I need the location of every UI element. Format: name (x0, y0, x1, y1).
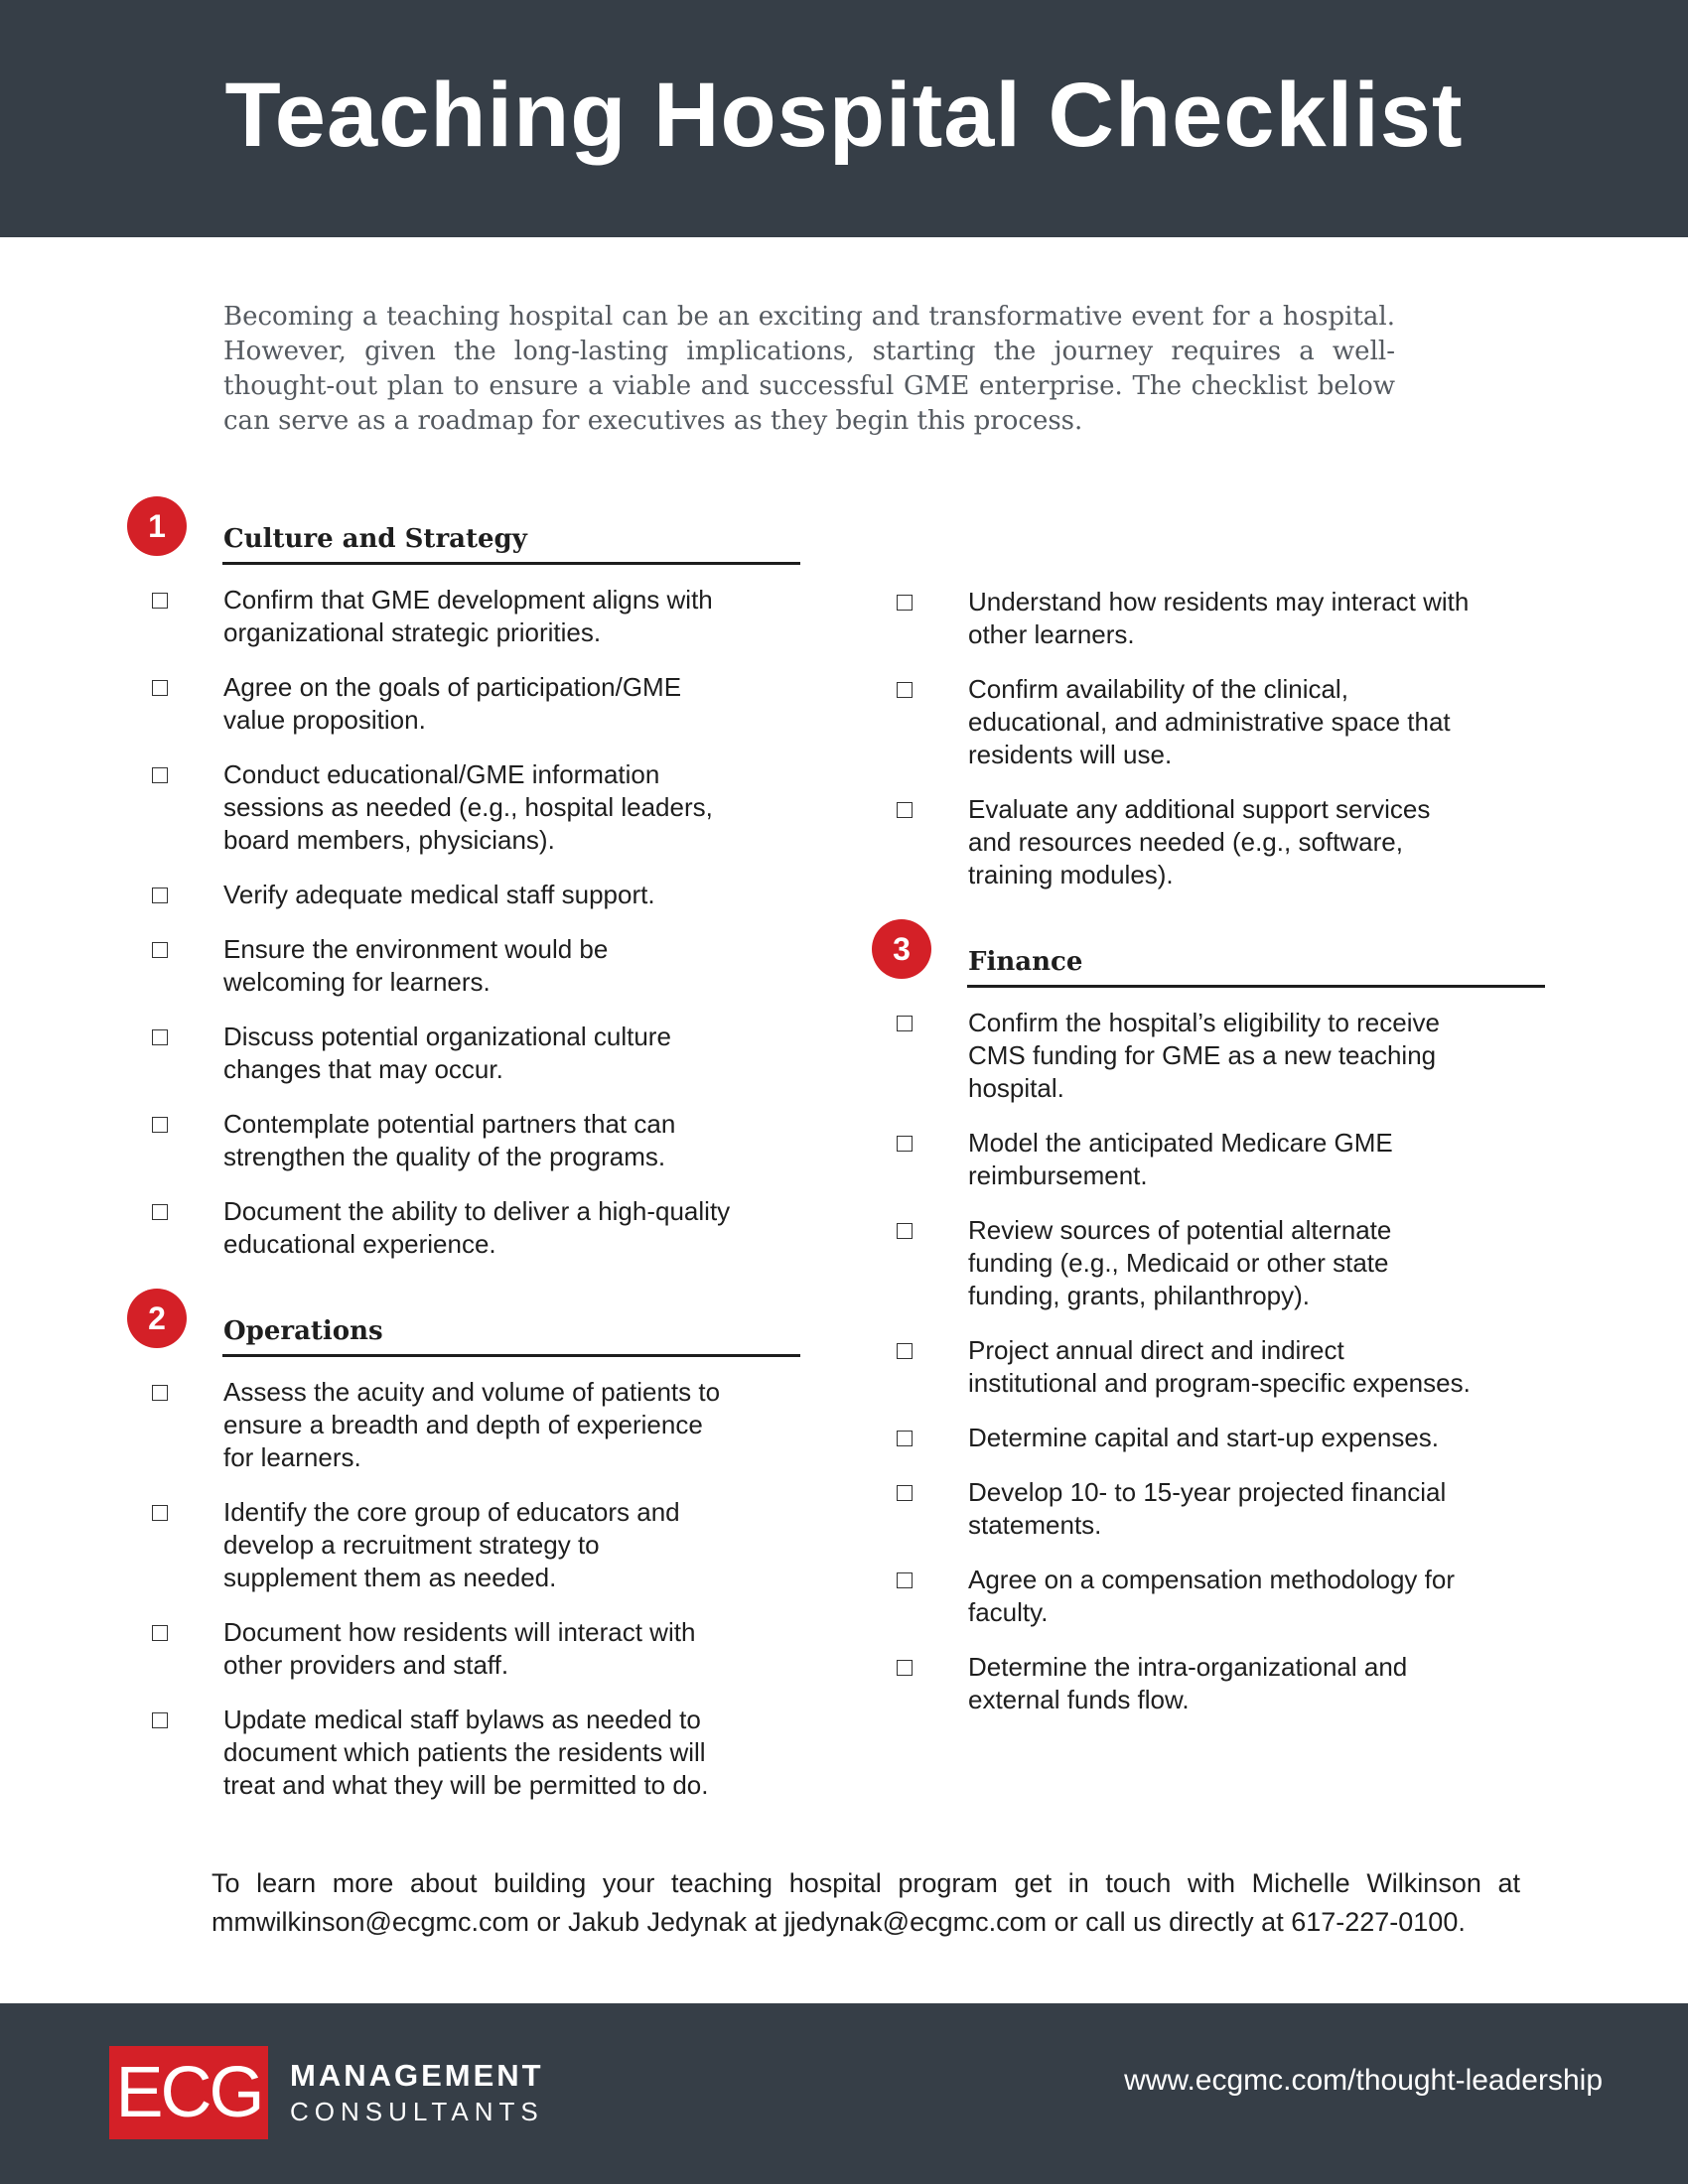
left-column (137, 496, 733, 1824)
checklist-item-text: Determine capital and start-up expenses. (968, 1423, 1440, 1452)
website-link[interactable]: www.ecgmc.com/thought-leadership (1124, 2064, 1603, 2097)
checklist-item (137, 933, 733, 999)
checkbox[interactable] (897, 1431, 913, 1446)
checkbox[interactable] (152, 1712, 168, 1728)
checkbox[interactable] (897, 1343, 913, 1359)
checklist-item (882, 1651, 1477, 1716)
checklist-item-text: Document how residents will interact with other providers and staff. (223, 1617, 696, 1680)
section-header-culture (137, 496, 733, 566)
checkbox[interactable] (152, 680, 168, 696)
checklist-item (882, 1007, 1477, 1105)
checkbox[interactable] (897, 1223, 913, 1239)
operations-checklist (137, 1376, 733, 1802)
section-divider (222, 562, 800, 565)
checklist-item-text: Verify adequate medical staff support. (223, 880, 655, 909)
checklist-item (882, 1127, 1477, 1192)
checklist-item-text: Identify the core group of educators and develop a recruitment strategy to supplement them as needed. (223, 1497, 680, 1592)
checklist-item (137, 1704, 733, 1802)
checklist-item (137, 584, 733, 649)
section-number-badge: 2 (127, 1289, 187, 1348)
checklist-item-text: Develop 10- to 15-year projected financial statements. (968, 1477, 1447, 1540)
checklist-item (882, 1422, 1477, 1454)
header-banner (0, 0, 1688, 237)
section-title-operations: Operations (223, 1316, 383, 1346)
checklist-item-text: Document the ability to deliver a high-quality educational experience. (223, 1196, 731, 1259)
checklist-item-text: Update medical staff bylaws as needed to document which patients the residents will treat and what they will be permitted to do. (223, 1705, 709, 1800)
checkbox[interactable] (152, 1625, 168, 1641)
operations-checklist-continued (882, 586, 1477, 891)
checklist-item (882, 793, 1477, 891)
checklist-item-text: Review sources of potential alternate funding (e.g., Medicaid or other state funding, grants, philanthropy). (968, 1215, 1392, 1310)
checklist-item (137, 758, 733, 857)
checklist-item (137, 1108, 733, 1173)
checklist-item (137, 1195, 733, 1261)
checklist-item-text: Determine the intra-organizational and external funds flow. (968, 1652, 1408, 1714)
intro-paragraph: Becoming a teaching hospital can be an exciting and transformative event for a hospital. However, given the long-lasting implications, starting the journey requires a well-thought-out plan to ensure a viable and successful GME enterprise. The checklist below can serve as a roadmap for executives as they begin this process. (223, 302, 1395, 436)
checklist-item (882, 1214, 1477, 1312)
checkbox[interactable] (152, 1204, 168, 1220)
section-header-operations (137, 1289, 733, 1358)
culture-checklist (137, 584, 733, 1261)
checklist-item-text: Discuss potential organizational culture changes that may occur. (223, 1022, 671, 1084)
right-column (882, 586, 1477, 1738)
checklist-item-text: Contemplate potential partners that can strengthen the quality of the programs. (223, 1109, 676, 1171)
checklist-item-text: Model the anticipated Medicare GME reimbursement. (968, 1128, 1393, 1190)
checkbox[interactable] (152, 1029, 168, 1045)
finance-checklist (882, 1007, 1477, 1716)
checkbox[interactable] (152, 767, 168, 783)
checklist-item-text: Assess the acuity and volume of patients to ensure a breadth and depth of experience for learners. (223, 1377, 721, 1472)
page-title: Teaching Hospital Checklist (224, 65, 1464, 166)
checkbox[interactable] (152, 887, 168, 903)
checkbox[interactable] (152, 1385, 168, 1401)
checkbox[interactable] (897, 1136, 913, 1152)
checklist-item (137, 1376, 733, 1474)
checklist-item-text: Ensure the environment would be welcoming for learners. (223, 934, 609, 997)
checkbox[interactable] (897, 1016, 913, 1031)
checklist-item-text: Evaluate any additional support services and resources needed (e.g., software, training modules). (968, 794, 1431, 889)
checkbox[interactable] (897, 1485, 913, 1501)
section-divider (222, 1354, 800, 1357)
checkbox[interactable] (897, 1572, 913, 1588)
checkbox[interactable] (152, 1505, 168, 1521)
logo-consultants-text: CONSULTANTS (290, 2097, 544, 2126)
section-header-finance (882, 919, 1477, 989)
checkbox[interactable] (897, 595, 913, 611)
checklist-item-text: Project annual direct and indirect institutional and program-specific expenses. (968, 1335, 1471, 1398)
checkbox[interactable] (152, 1117, 168, 1133)
checkbox[interactable] (897, 1660, 913, 1676)
checklist-item (137, 879, 733, 911)
checklist-item (137, 1496, 733, 1594)
section-title-finance: Finance (968, 947, 1083, 977)
checkbox[interactable] (897, 682, 913, 698)
checklist-item (882, 586, 1477, 651)
checklist-item (137, 1616, 733, 1682)
checklist-item (882, 673, 1477, 771)
section-number-badge: 1 (127, 496, 187, 556)
logo-management-text: MANAGEMENT (290, 2058, 544, 2093)
checkbox[interactable] (152, 942, 168, 958)
checklist-item (882, 1564, 1477, 1629)
section-number-badge: 3 (872, 919, 931, 979)
checklist-item-text: Confirm availability of the clinical, educational, and administrative space that residents will use. (968, 674, 1451, 769)
checklist-item-text: Understand how residents may interact with other learners. (968, 587, 1470, 649)
checklist-item-text: Agree on the goals of participation/GME value proposition. (223, 672, 682, 735)
checklist-item-text: Confirm the hospital’s eligibility to receive CMS funding for GME as a new teaching hospital. (968, 1008, 1440, 1103)
section-divider (967, 985, 1545, 988)
checklist-item (882, 1476, 1477, 1542)
checklist-item-text: Conduct educational/GME information sessions as needed (e.g., hospital leaders, board members, physicians). (223, 759, 713, 855)
checklist-item (137, 671, 733, 737)
checklist-item-text: Agree on a compensation methodology for faculty. (968, 1565, 1455, 1627)
checkbox[interactable] (897, 802, 913, 818)
section-title-culture: Culture and Strategy (223, 524, 527, 554)
checkbox[interactable] (152, 593, 168, 609)
checklist-item (137, 1021, 733, 1086)
checklist-item (882, 1334, 1477, 1400)
ecg-logo-text: ECG (115, 2053, 262, 2132)
contact-paragraph: To learn more about building your teaching hospital program get in touch with Michelle Wilkinson at mmwilkinson@ecgmc.com or Jakub Jedynak at jjedynak@ecgmc.com or call us directly at 617-227-0100. (211, 1868, 1520, 1937)
checklist-item-text: Confirm that GME development aligns with organizational strategic priorities. (223, 585, 713, 647)
